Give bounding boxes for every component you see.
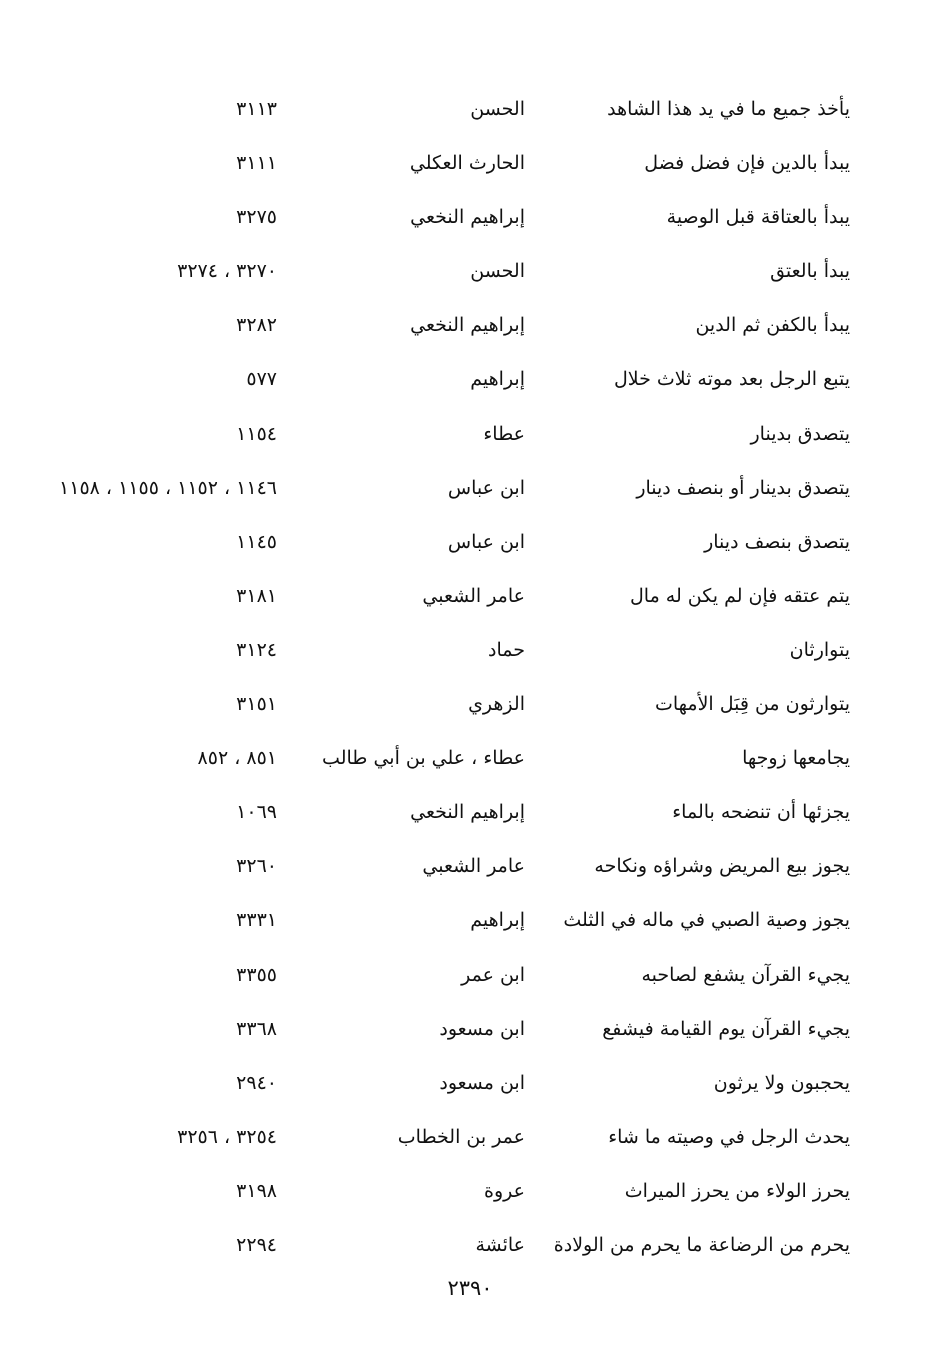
narrator-name: عطاء ، علي بن أبي طالب: [322, 747, 525, 770]
hadith-numbers: ١١٤٦ ، ١١٥٢ ، ١١٥٥ ، ١١٥٨: [59, 476, 277, 499]
hadith-phrase: يبدأ بالكفن ثم الدين: [695, 314, 850, 337]
narrator-name: إبراهيم النخعي: [410, 314, 525, 337]
hadith-numbers: ٣١٨١: [236, 584, 277, 607]
narrator-name: عامر الشعبي: [422, 584, 525, 607]
hadith-phrase: يجزئها أن تنضحه بالماء: [672, 801, 850, 824]
narrator-name: عائشة: [475, 1233, 525, 1256]
hadith-phrase: يأخذ جميع ما في يد هذا الشاهد: [607, 98, 850, 120]
hadith-numbers: ٣١٢٤: [236, 638, 277, 661]
hadith-numbers: ٥٧٧: [246, 368, 277, 391]
hadith-numbers: ٢٢٩٤: [236, 1233, 277, 1256]
hadith-numbers: ٣٢٧٠ ، ٣٢٧٤: [177, 260, 277, 283]
index-row: [0, 1002, 940, 1056]
hadith-phrase: يبدأ بالدين فإن فضل فضل: [644, 152, 850, 175]
narrator-name: ابن مسعود: [439, 1017, 525, 1040]
narrator-name: حماد: [488, 638, 525, 661]
hadith-numbers: ٣٣٥٥: [236, 963, 277, 986]
hadith-phrase: يتوارثان: [789, 638, 850, 661]
hadith-numbers: ٣١٩٨: [236, 1179, 277, 1202]
hadith-numbers: ٣١٥١: [236, 693, 277, 716]
index-row: [0, 298, 940, 352]
hadith-phrase: يتصدق بدينار: [750, 422, 850, 445]
hadith-phrase: يجوز بيع المريض وشراؤه ونكاحه: [594, 855, 850, 878]
narrator-name: ابن عمر: [461, 963, 525, 986]
hadith-numbers: ٣٢٨٢: [236, 314, 277, 337]
index-row: [0, 731, 940, 785]
hadith-numbers: ١١٥٤: [236, 422, 277, 445]
narrator-name: عمر بن الخطاب: [397, 1125, 525, 1148]
index-row: [0, 623, 940, 677]
narrator-name: عطاء: [483, 422, 525, 445]
hadith-phrase: يجوز وصية الصبي في ماله في الثلث: [563, 909, 850, 932]
hadith-numbers: ١١٤٥: [236, 530, 277, 553]
hadith-phrase: يتبع الرجل بعد موته ثلاث خلال: [613, 368, 850, 391]
index-row: [0, 948, 940, 1002]
index-row: [0, 569, 940, 623]
hadith-numbers: ٨٥١ ، ٨٥٢: [197, 747, 277, 770]
page-number: ٢٣٩٠: [447, 1276, 493, 1300]
index-row: [0, 461, 940, 515]
narrator-name: ابن عباس: [447, 476, 525, 499]
hadith-phrase: يبدأ بالعتاقة قبل الوصية: [666, 206, 850, 229]
index-row: [0, 515, 940, 569]
index-row: [0, 136, 940, 190]
hadith-numbers: ٣٢٦٠: [236, 855, 277, 878]
hadith-phrase: يتصدق بدينار أو بنصف دينار: [636, 476, 850, 499]
narrator-name: عامر الشعبي: [422, 855, 525, 878]
narrator-name: ابن مسعود: [439, 1071, 525, 1094]
hadith-numbers: ١٠٦٩: [236, 801, 277, 824]
index-row: [0, 893, 940, 947]
hadith-phrase: يتم عتقه فإن لم يكن له مال: [629, 584, 850, 607]
index-row: [0, 190, 940, 244]
index-row: [0, 839, 940, 893]
index-row: [0, 1164, 940, 1218]
hadith-numbers: ٣١١٣: [236, 98, 277, 120]
hadith-numbers: ٣٣٦٨: [236, 1017, 277, 1040]
hadith-index-table: [0, 82, 940, 1272]
narrator-name: إبراهيم النخعي: [410, 206, 525, 229]
hadith-phrase: يتوارثون من قِبَل الأمهات: [654, 693, 850, 716]
index-row: [0, 82, 940, 136]
narrator-name: الحارث العكلي: [409, 152, 525, 175]
index-row: [0, 352, 940, 406]
index-row: [0, 677, 940, 731]
index-row: [0, 1056, 940, 1110]
index-row: [0, 785, 940, 839]
hadith-numbers: ٣٢٧٥: [236, 206, 277, 229]
narrator-name: إبراهيم النخعي: [410, 801, 525, 824]
hadith-numbers: ٣٢٥٤ ، ٣٢٥٦: [177, 1125, 277, 1148]
index-row: [0, 244, 940, 298]
hadith-numbers: ٣٣٣١: [236, 909, 277, 932]
hadith-phrase: يحدث الرجل في وصيته ما شاء: [608, 1125, 850, 1148]
narrator-name: الزهري: [468, 693, 525, 716]
narrator-name: الحسن: [470, 260, 525, 283]
hadith-phrase: يحجبون ولا يرثون: [713, 1071, 850, 1094]
hadith-phrase: يجامعها زوجها: [742, 747, 850, 770]
index-row: [0, 1218, 940, 1272]
hadith-phrase: يتصدق بنصف دينار: [704, 530, 850, 553]
narrator-name: إبراهيم: [470, 909, 525, 932]
hadith-phrase: يجيء القرآن يوم القيامة فيشفع: [602, 1017, 850, 1040]
narrator-name: الحسن: [470, 98, 525, 120]
index-row: [0, 1110, 940, 1164]
hadith-numbers: ٢٩٤٠: [236, 1071, 277, 1094]
hadith-phrase: يحرم من الرضاعة ما يحرم من الولادة: [553, 1233, 850, 1256]
narrator-name: عروة: [484, 1179, 525, 1202]
narrator-name: ابن عباس: [447, 530, 525, 553]
hadith-numbers: ٣١١١: [236, 152, 277, 175]
narrator-name: إبراهيم: [470, 368, 525, 391]
index-row: [0, 407, 940, 461]
hadith-phrase: يبدأ بالعتق: [770, 260, 850, 283]
hadith-phrase: يحرز الولاء من يحرز الميراث: [624, 1179, 850, 1202]
hadith-phrase: يجيء القرآن يشفع لصاحبه: [641, 963, 850, 986]
